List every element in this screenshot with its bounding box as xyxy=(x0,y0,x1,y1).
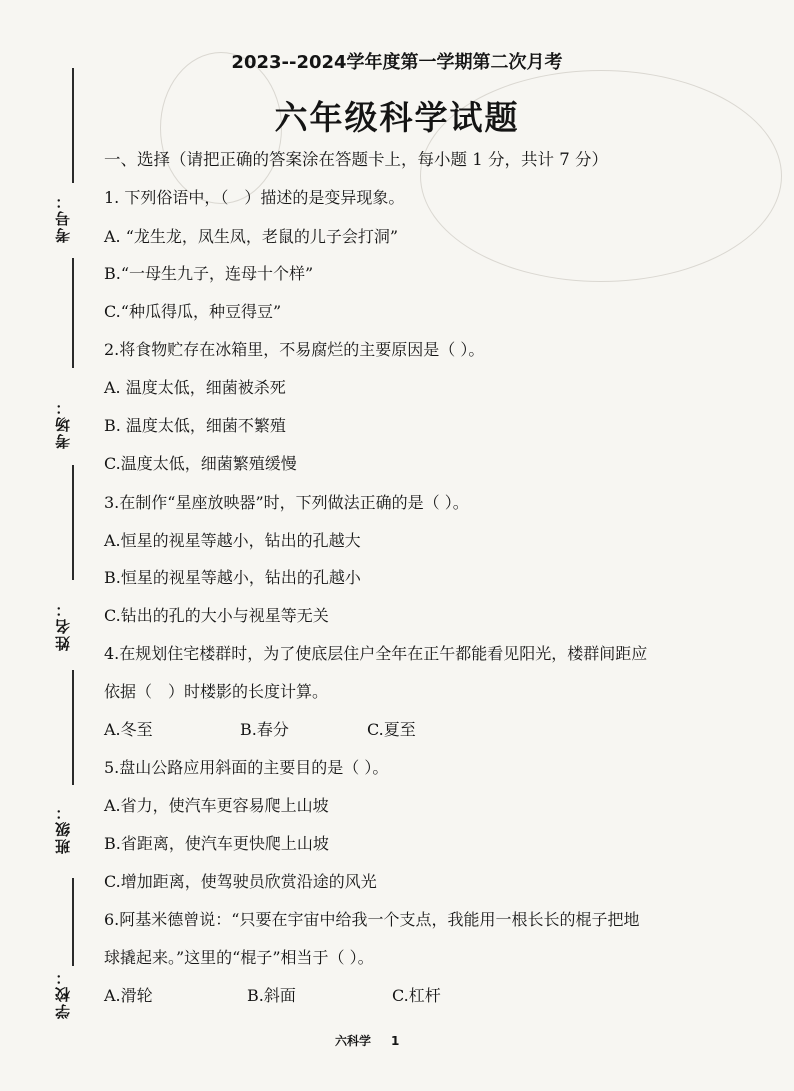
q5-option-a: A.省力，使汽车更容易爬上山坡 xyxy=(104,796,329,815)
q5-stem: 5.盘山公路应用斜面的主要目的是（ ）。 xyxy=(104,758,389,777)
page-footer xyxy=(335,1032,399,1049)
q3-option-c: C.钻出的孔的大小与视星等无关 xyxy=(104,606,329,625)
q4-stem-line-2: 依据（ ）时楼影的长度计算。 xyxy=(104,682,329,701)
margin-label-name: 姓名： xyxy=(54,600,72,651)
q6-options xyxy=(104,986,441,1006)
q6-option-a: A.滑轮 xyxy=(104,986,153,1005)
q1-stem: 1. 下列俗语中，（ ）描述的是变异现象。 xyxy=(104,188,405,207)
q5-option-b: B.省距离，使汽车更快爬上山坡 xyxy=(104,834,329,853)
footer-subject: 六科学 xyxy=(335,1034,372,1048)
q1-option-a: A. “龙生龙，凤生凤，老鼠的儿子会打洞” xyxy=(104,227,399,246)
q6-option-c: C.杠杆 xyxy=(392,986,441,1005)
binding-line xyxy=(72,670,74,785)
q6-stem-line-2: 球撬起来。”这里的“棍子”相当于（ ）。 xyxy=(104,948,374,967)
exam-header: 2023--2024学年度第一学期第二次月考 xyxy=(231,52,563,73)
q2-stem: 2.将食物贮存在冰箱里，不易腐烂的主要原因是（ ）。 xyxy=(104,340,485,359)
q3-option-b: B.恒星的视星等越小，钻出的孔越小 xyxy=(104,568,361,587)
q4-option-a: A.冬至 xyxy=(104,720,153,739)
margin-label-class: 班级： xyxy=(54,803,72,854)
exam-title: 六年级科学试题 xyxy=(274,98,520,137)
q5-option-c: C.增加距离，使驾驶员欣赏沿途的风光 xyxy=(104,872,377,891)
q1-option-c: C.“种瓜得瓜，种豆得豆” xyxy=(104,302,282,321)
q4-stem-line-1: 4.在规划住宅楼群时，为了使底层住户全年在正午都能看见阳光，楼群间距应 xyxy=(104,644,648,663)
margin-label-exam-number: 考号： xyxy=(54,192,72,243)
q2-option-c: C.温度太低，细菌繁殖缓慢 xyxy=(104,454,297,473)
q4-options xyxy=(104,720,416,740)
q3-option-a: A.恒星的视星等越小，钻出的孔越大 xyxy=(104,531,361,550)
q1-option-b: B.“一母生九子，连母十个样” xyxy=(104,264,314,283)
binding-line xyxy=(72,465,74,580)
q4-option-c: C.夏至 xyxy=(367,720,416,739)
q2-option-a: A. 温度太低，细菌被杀死 xyxy=(104,378,286,397)
q4-option-b: B.春分 xyxy=(240,720,289,739)
section-title: 一、选择（请把正确的答案涂在答题卡上，每小题 1 分，共计 7 分） xyxy=(104,150,608,169)
margin-label-exam-room: 考场： xyxy=(54,398,72,449)
q2-option-b: B. 温度太低，细菌不繁殖 xyxy=(104,416,286,435)
binding-line xyxy=(72,258,74,368)
margin-label-school: 学校： xyxy=(54,968,72,1019)
binding-line xyxy=(72,878,74,966)
q3-stem: 3.在制作“星座放映器”时，下列做法正确的是（ ）。 xyxy=(104,493,469,512)
page-number: 1 xyxy=(391,1034,400,1048)
q6-option-b: B.斜面 xyxy=(247,986,296,1005)
q6-stem-line-1: 6.阿基米德曾说：“只要在宇宙中给我一个支点，我能用一根长长的棍子把地 xyxy=(104,910,640,929)
